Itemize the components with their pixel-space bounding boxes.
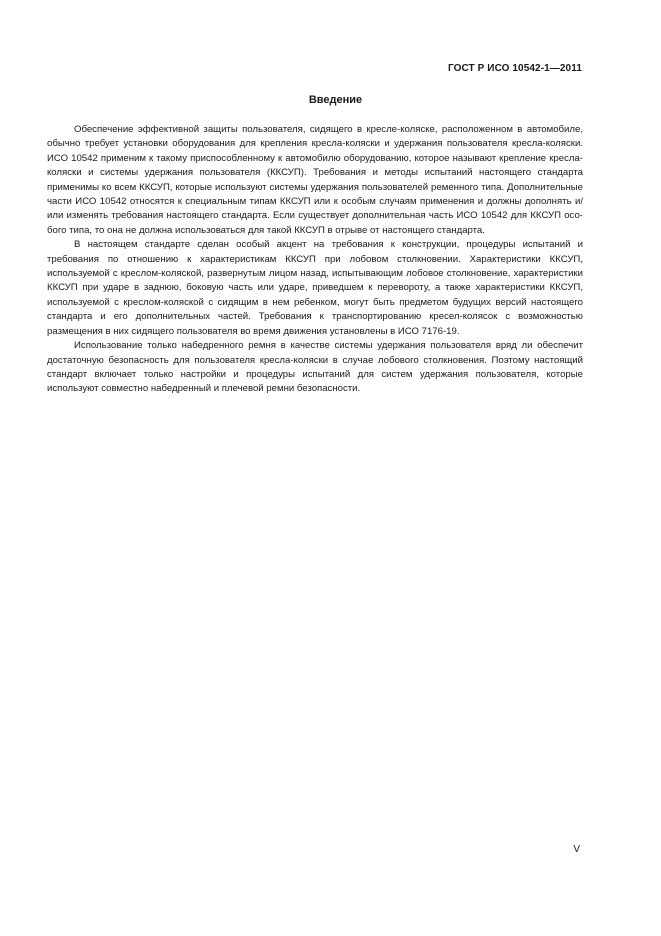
paragraph-2: В настоящем стандарте сделан особый акцент на требования к конструкции, процедуры испытаний и требования по отношению к характеристикам ККСУП при лобовом столкновении. Характеристики ККСУП, используемой с креслом-коляской, развернутым лицом назад, испытывающим лобовое столкновение, характеристики ККСУП при ударе в заднюю, боковую часть или ударе, приведшем к перевороту, а также характеристики ККСУП, используемой с креслом-коляской с сидящим в нем ребенком, могут быть предметом будущих версий настоящего стандарта и его дополнительных частей. Требования к транспортированию кресел-колясок с возможностью размещения в них сидящего пользователя во время движения установлены в ИСО 7176-19. (47, 239, 583, 337)
section-title (0, 94, 661, 106)
paragraph-3: Использование только набедренного ремня в качестве системы удержания пользователя вряд ли обеспечит достаточную безопасность для пользователя кресла-коляски в случае лобового столкновения. Поэтому настоящий стандарт включает только настройки и процедуры испытаний для систем удержания пользователя, которые используют совместно набедренный и плечевой ремни безопасности. (47, 340, 583, 395)
body-text (47, 123, 583, 397)
paragraph-1: Обеспечение эффективной защиты пользователя, сидящего в кресле-коляске, расположенном в автомобиле, обычно требует установки оборудования для крепления кресла-коляски и удержания пользователя кресла-коляски. ИСО 10542 применим к такому приспособленному к автомобилю оборудованию, которое называют крепление кресла-коляски и системы удержания пользователя (ККСУП). Требования и методы испытаний настоящего стандарта применимы ко всем ККСУП, которые используют системы удержания пользователей ременного типа. Дополнительные части ИСО 10542 относятся к специальным типам ККСУП или к особым случаям применения и должны дополнять и/или изменять требования настоящего стандарта. Если существует дополнительная часть ИСО 10542 для ККСУП особого типа, то она не должна использоваться для такой ККСУП в отрыве от настоящего стандарта. (47, 124, 583, 236)
page-number: V (573, 844, 580, 855)
section-title-text: Введение (308, 94, 363, 106)
document-header-id: ГОСТ Р ИСО 10542-1—2011 (447, 63, 582, 74)
